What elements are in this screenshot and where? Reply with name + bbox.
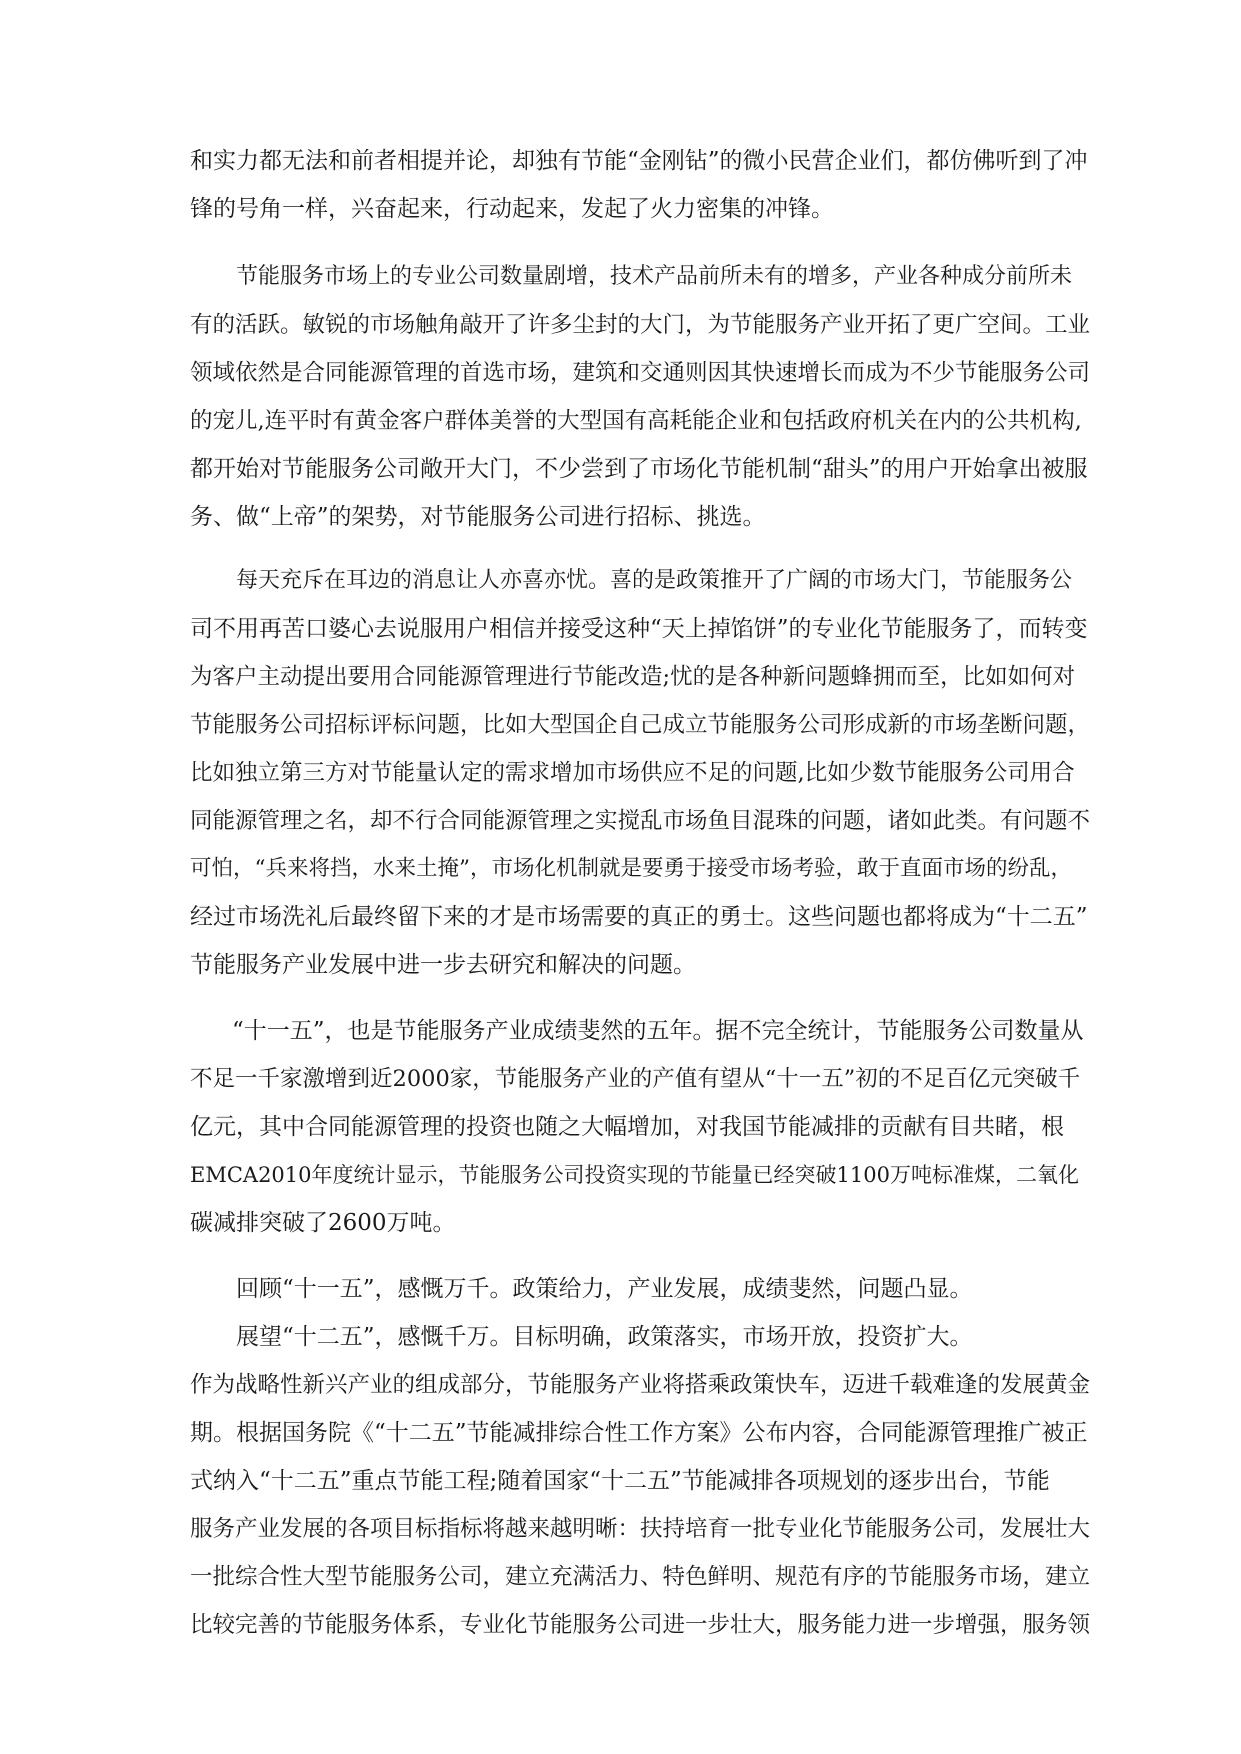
- text-line: 经过市场洗礼后最终留下来的才是市场需要的真正的勇士。这些问题也都将成为“十二五”: [190, 904, 1088, 930]
- text-line: EMCA2010年度统计显示，节能服务公司投资实现的节能量已经突破1100万吨标准煤，二氧化: [190, 1163, 1079, 1187]
- text-line: 同能源管理之名，却不行合同能源管理之实搅乱市场鱼目混珠的问题，诸如此类。有问题不: [190, 808, 1091, 834]
- text-line: 的宠儿,连平时有黄金客户群体美誉的大型国有高耗能企业和包括政府机关在内的公共机构,: [190, 408, 1082, 434]
- text-line: 节能服务市场上的专业公司数量剧增，技术产品前所未有的增多，产业各种成分前所未: [236, 264, 1073, 289]
- text-line: 亿元，其中合同能源管理的投资也随之大幅增加，对我国节能减排的贡献有目共睹，根: [190, 1114, 1064, 1140]
- text-line: 和实力都无法和前者相提并论，却独有节能“金刚钻”的微小民营企业们，都仿佛听到了冲: [190, 148, 1088, 174]
- text-line: 领域依然是合同能源管理的首选市场，建筑和交通则因其快速增长而成为不少节能服务公司: [190, 360, 1091, 386]
- text-line: 服务产业发展的各项目标指标将越来越明晰：扶持培育一批专业化节能服务公司，发展壮大: [190, 1516, 1091, 1542]
- text-line: 期。根据国务院《“十二五”节能减排综合性工作方案》公布内容，合同能源管理推广被正: [190, 1420, 1088, 1446]
- text-line: 不足一千家激增到近2000家，节能服务产业的产值有望从“十一五”初的不足百亿元突破千: [190, 1066, 1081, 1092]
- text-line: 有的活跃。敏锐的市场触角敲开了许多尘封的大门，为节能服务产业开拓了更广空间。工业: [190, 312, 1091, 338]
- text-line: 式纳入“十二五”重点节能工程;随着国家“十二五”节能减排各项规划的逐步出台，节能: [190, 1468, 1050, 1494]
- text-line: 可怕，“兵来将挡，水来土掩”，市场化机制就是要勇于接受市场考验，敢于直面市场的纷乱，: [190, 856, 1072, 881]
- text-line: “十一五”，也是节能服务产业成绩斐然的五年。据不完全统计，节能服务公司数量从: [232, 1018, 1084, 1044]
- text-line: 每天充斥在耳边的消息让人亦喜亦忧。喜的是政策推开了广阔的市场大门，节能服务公: [236, 568, 1073, 593]
- text-line: 比如独立第三方对节能量认定的需求增加市场供应不足的问题,比如少数节能服务公司用合: [190, 760, 1075, 786]
- text-line: 司不用再苦口婆心去说服用户相信并接受这种“天上掉馅饼”的专业化节能服务了，而转变: [190, 616, 1088, 642]
- text-line: 为客户主动提出要用合同能源管理进行节能改造;忧的是各种新问题蜂拥而至，比如如何对: [190, 664, 1076, 690]
- text-line: 作为战略性新兴产业的组成部分，节能服务产业将搭乘政策快车，迈进千载难逢的发展黄金: [190, 1372, 1091, 1398]
- text-line: 务、做“上帝”的架势，对节能服务公司进行招标、挑选。: [190, 504, 766, 530]
- text-line: 碳减排突破了2600万吨。: [190, 1210, 456, 1236]
- text-line: 节能服务公司招标评标问题，比如大型国企自己成立节能服务公司形成新的市场垄断问题，: [190, 712, 1091, 738]
- text-line: 节能服务产业发展中进一步去研究和解决的问题。: [190, 952, 696, 978]
- text-line: 展望“十二五”，感慨千万。目标明确，政策落实，市场开放，投资扩大。: [236, 1324, 973, 1350]
- text-line: 比较完善的节能服务体系，专业化节能服务公司进一步壮大，服务能力进一步增强，服务领: [190, 1612, 1091, 1638]
- text-line: 一批综合性大型节能服务公司，建立充满活力、特色鲜明、规范有序的节能服务市场，建立: [190, 1564, 1091, 1590]
- text-line: 都开始对节能服务公司敞开大门，不少尝到了市场化节能机制“甜头”的用户开始拿出被服: [190, 456, 1088, 482]
- text-line: 回顾“十一五”，感慨万千。政策给力，产业发展，成绩斐然，问题凸显。: [236, 1276, 973, 1302]
- text-line: 锋的号角一样，兴奋起来，行动起来，发起了火力密集的冲锋。: [190, 196, 834, 222]
